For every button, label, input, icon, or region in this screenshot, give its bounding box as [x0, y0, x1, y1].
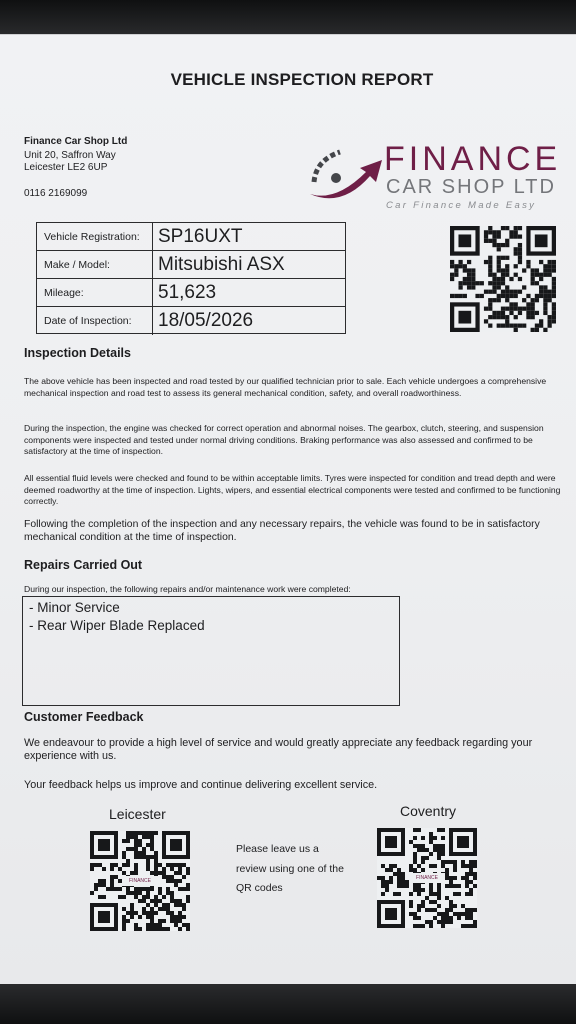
- logo-tagline: Car Finance Made Easy: [386, 200, 537, 211]
- inspection-paragraph-3: All essential fluid levels were checked and found to be within acceptable limits. Tyres were inspected for condition and tread depth and were deemed roadworthy at the time of inspection. Lights, wipers, and essential electrical components were tested and confirmed to be functioning correctly.: [24, 473, 561, 506]
- company-name: Finance Car Shop Ltd: [24, 136, 128, 147]
- table-row: [37, 251, 345, 279]
- make-model-value: Mitsubishi ASX: [158, 254, 285, 275]
- repairs-heading: Repairs Carried Out: [24, 558, 143, 572]
- inspection-paragraph-1: The above vehicle has been inspected and road tested by our qualified technician prior to sale. Each vehicle undergoes a comprehensive mechanical inspection and road test to assess its general mechanical condition, safety, and overall roadworthiness.: [24, 376, 547, 398]
- company-phone: 0116 2169099: [24, 188, 88, 199]
- coventry-review-qr[interactable]: [377, 828, 477, 928]
- make-model-label: Make / Model:: [37, 251, 153, 278]
- qr-finance-badge: FINANCE: [122, 876, 158, 886]
- repairs-list-box: [22, 596, 400, 706]
- review-instruction: Please leave us a review using one of the QR codes: [236, 843, 344, 894]
- logo-finance-text: FINANCE: [384, 140, 562, 178]
- company-address-line-1: Unit 20, Saffron Way: [24, 150, 116, 161]
- company-address-line-2: Leicester LE2 6UP: [24, 162, 108, 173]
- customer-feedback-heading: Customer Feedback: [24, 710, 144, 724]
- qr-finance-badge: FINANCE: [409, 873, 445, 883]
- vehicle-qr-code[interactable]: [450, 226, 556, 332]
- vehicle-registration-label: Vehicle Registration:: [37, 223, 153, 250]
- mileage-value: 51,623: [158, 282, 217, 303]
- list-item: - Rear Wiper Blade Replaced: [29, 618, 205, 633]
- leicester-qr-label: Leicester: [109, 806, 166, 822]
- inspection-date-label: Date of Inspection:: [37, 307, 153, 335]
- feedback-text-2: Your feedback helps us improve and continue delivering excellent service.: [24, 779, 378, 791]
- repairs-intro: During our inspection, the following repairs and/or maintenance work were completed:: [24, 584, 351, 594]
- leicester-review-qr[interactable]: [90, 831, 190, 931]
- company-logo: [306, 140, 566, 216]
- vehicle-registration-value: SP16UXT: [158, 226, 243, 247]
- logo-carshop-text: CAR SHOP LTD: [386, 176, 556, 198]
- table-row: [37, 307, 345, 335]
- feedback-text-1: We endeavour to provide a high level of service and would greatly appreciate any feedback regarding your experience with us.: [24, 737, 533, 762]
- report-title: VEHICLE INSPECTION REPORT: [170, 70, 434, 89]
- speedometer-arrow-icon: [306, 142, 390, 212]
- inspection-conclusion: Following the completion of the inspection and any necessary repairs, the vehicle was found to be in satisfactory mechanical condition at the time of inspection.: [24, 519, 540, 543]
- coventry-qr-label: Coventry: [400, 803, 457, 819]
- list-item: - Minor Service: [29, 600, 120, 615]
- mileage-label: Mileage:: [37, 279, 153, 306]
- inspection-details-heading: Inspection Details: [24, 346, 131, 360]
- inspection-date-value: 18/05/2026: [158, 310, 254, 331]
- table-surface-bottom: [0, 984, 576, 1024]
- table-surface-top: [0, 0, 576, 36]
- table-row: [37, 223, 345, 251]
- table-row: [37, 279, 345, 307]
- inspection-paragraph-2: During the inspection, the engine was checked for correct operation and abnormal noises. The gearbox, clutch, steering, and suspension components were inspected and tested under normal driving conditions. Braking performance was also assessed and confirmed to be satisfactory at the time of inspection.: [24, 423, 544, 456]
- vehicle-details-table: [36, 222, 346, 334]
